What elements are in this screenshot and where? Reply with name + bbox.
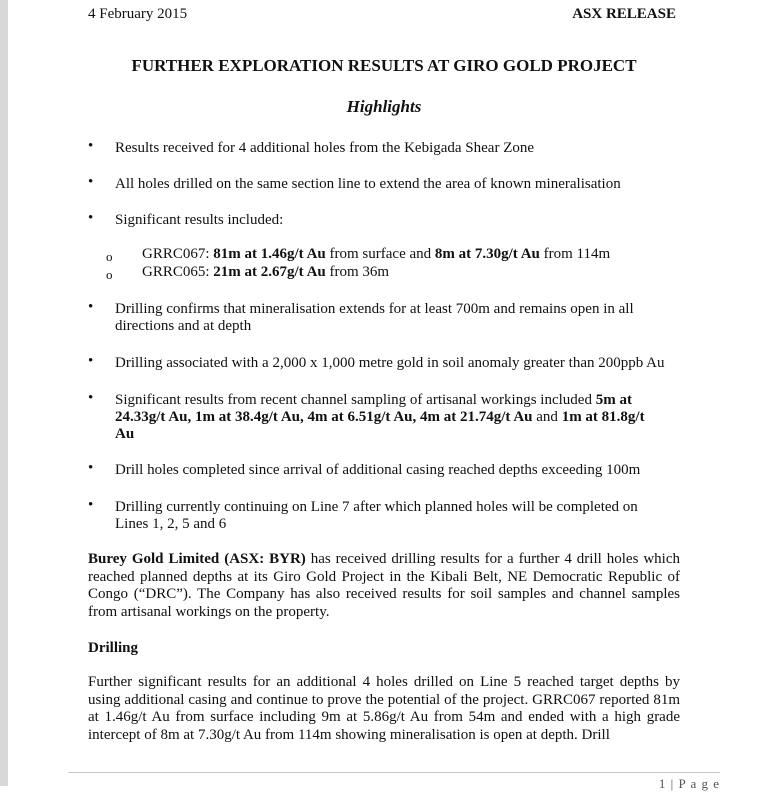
bullet-icon: • xyxy=(88,174,94,190)
sub-result-item xyxy=(142,264,389,281)
company-name: Burey Gold Limited (ASX: BYR) xyxy=(88,551,306,567)
drilling-paragraph: Further significant results for an additional 4 holes drilled on Line 5 reached target depths by using additional casing and continue to prove the potential of the project. GRRC067 reported 81m at 1.46g/t Au from surface including 9m at 5.86g/t Au from 54m and ended with a high grade intercept of 8m at 7.30g/t Au from 114m showing mineralisation is open at depth. Drill xyxy=(88,674,680,743)
line-text: directions and at depth xyxy=(115,318,252,334)
highlight-item: Drilling associated with a 2,000 x 1,000 metre gold in soil anomaly greater than 200ppb Au xyxy=(115,355,665,371)
intercept-bold: 81m at 1.46g/t Au xyxy=(213,246,326,262)
result-text: from 114m xyxy=(539,246,611,262)
result-text: from 36m xyxy=(325,264,390,280)
hole-id: GRRC065: xyxy=(142,264,214,280)
release-date: 4 February 2015 xyxy=(88,6,188,22)
highlights-heading: Highlights xyxy=(346,97,422,116)
sub-bullet-icon: o xyxy=(106,249,113,264)
intro-paragraph xyxy=(88,551,680,621)
line-text: Drilling currently continuing on Line 7 after which planned holes will be completed on xyxy=(115,499,638,515)
highlight-item xyxy=(115,301,675,335)
paragraph-text: has received drilling results for a further 4 drill holes which reached planned depths at its Giro Gold Project in the Kibali Belt, NE Democratic Republic of Congo (“DRC”). The Company has also received results for soil samples and channel samples from artisanal workings on the property. xyxy=(88,551,680,620)
sub-bullet-icon: o xyxy=(106,267,113,282)
bullet-icon: • xyxy=(88,390,94,406)
bullet-icon: • xyxy=(88,353,94,369)
line-text: Drilling confirms that mineralisation extends for at least 700m and remains open in all xyxy=(115,301,634,317)
intercept-bold: 5m at xyxy=(595,392,632,408)
highlight-item: Results received for 4 additional holes from the Kebigada Shear Zone xyxy=(115,140,535,156)
intercept-bold: 24.33g/t Au, 1m at 38.4g/t Au, 4m at 6.51g/t Au, 4m at 21.74g/t Au xyxy=(115,409,533,425)
section-heading-drilling: Drilling xyxy=(88,640,139,656)
bullet-icon: • xyxy=(88,299,94,315)
line-text: Lines 1, 2, 5 and 6 xyxy=(115,516,227,532)
page-edge xyxy=(0,0,8,786)
intercept-bold: 8m at 7.30g/t Au xyxy=(434,246,540,262)
intercept-bold: 21m at 2.67g/t Au xyxy=(213,264,326,280)
highlight-item-channel xyxy=(115,392,675,443)
intercept-bold: Au xyxy=(115,426,135,442)
hole-id: GRRC067: xyxy=(142,246,214,262)
result-text: from surface and xyxy=(325,246,435,262)
highlight-item xyxy=(115,499,675,533)
release-type: ASX RELEASE xyxy=(572,6,676,22)
bullet-icon: • xyxy=(88,460,94,476)
intercept-bold: 1m at 81.8g/t xyxy=(561,409,645,425)
bullet-icon: • xyxy=(88,138,94,154)
document-title: FURTHER EXPLORATION RESULTS AT GIRO GOLD PROJECT xyxy=(131,56,637,75)
bullet-icon: • xyxy=(88,210,94,226)
page-number: 1 | P a g e xyxy=(658,776,720,791)
bullet-icon: • xyxy=(88,497,94,513)
highlight-item: All holes drilled on the same section line to extend the area of known mineralisation xyxy=(115,176,621,192)
highlight-item: Drill holes completed since arrival of additional casing reached depths exceeding 100m xyxy=(115,462,641,478)
line-text: Significant results from recent channel sampling of artisanal workings included xyxy=(115,392,596,408)
footer-divider xyxy=(68,772,720,773)
sub-result-item xyxy=(142,246,610,263)
highlight-item: Significant results included: xyxy=(115,212,284,228)
line-text: and xyxy=(532,409,562,425)
